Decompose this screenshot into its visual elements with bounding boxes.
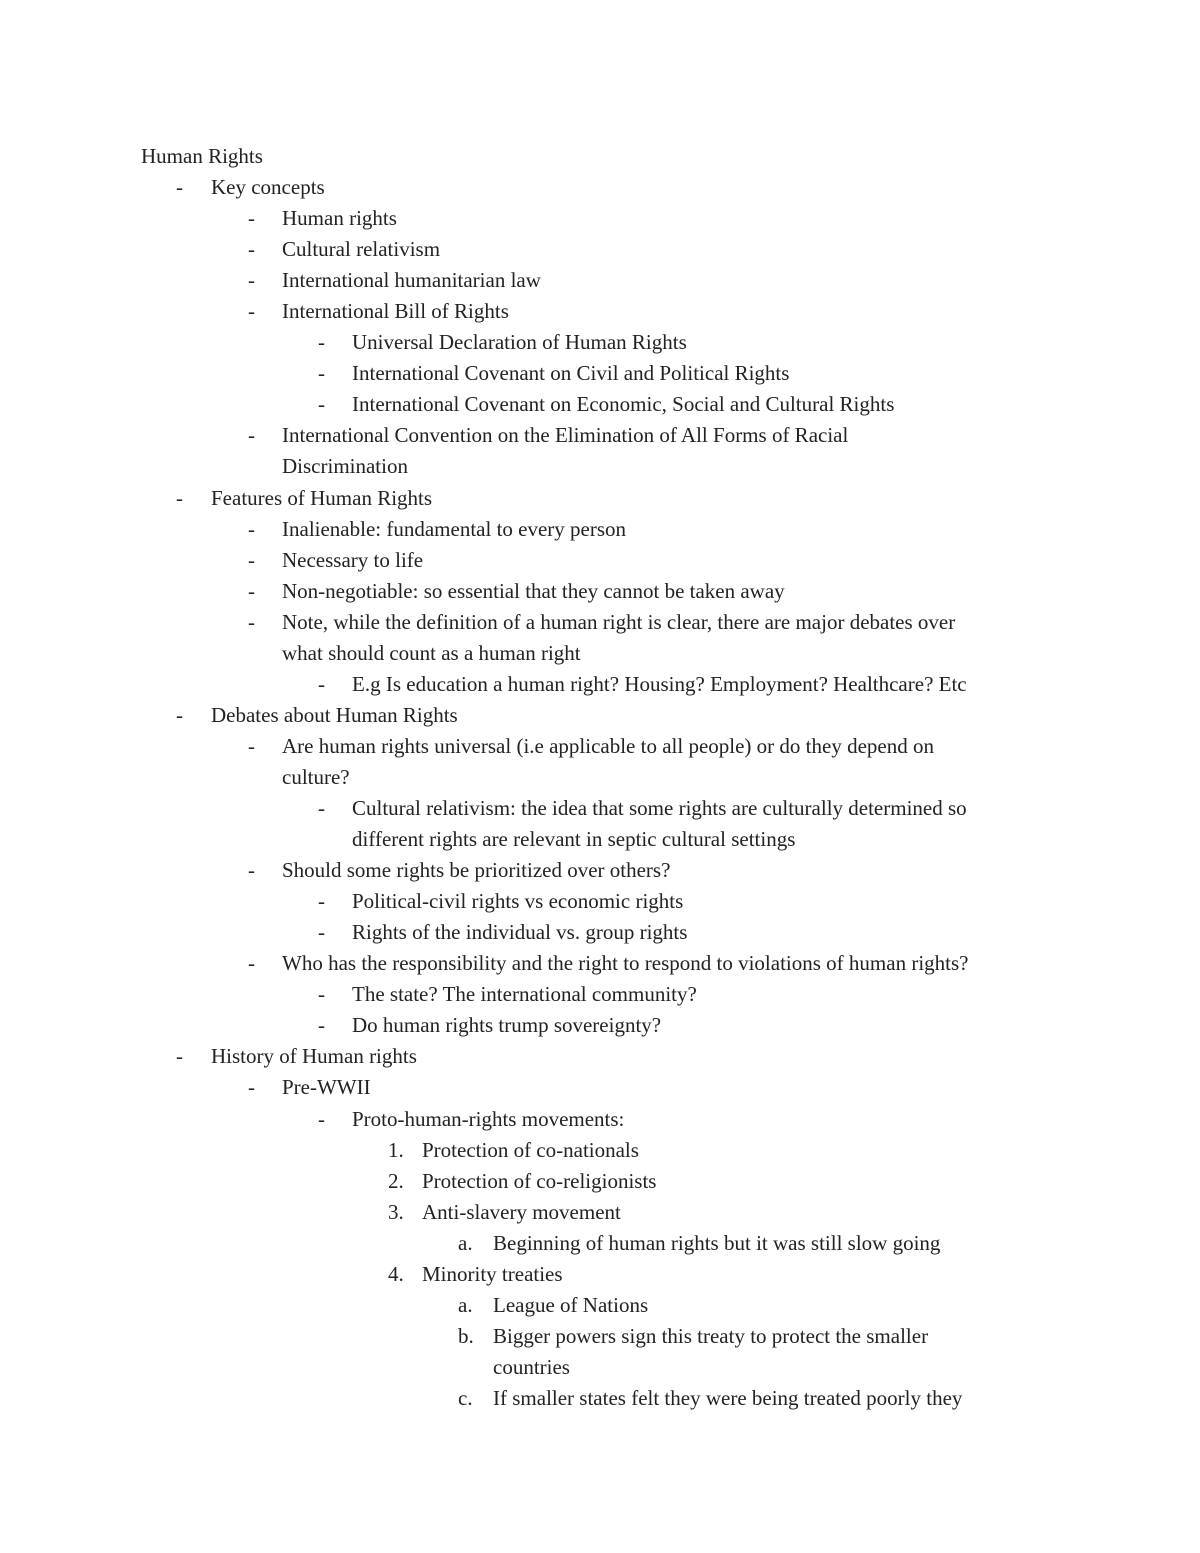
list-marker: b. xyxy=(458,1323,474,1348)
list-item-text: what should count as a human right xyxy=(282,640,581,665)
document-title: Human Rights xyxy=(141,144,263,168)
list-item-text: Discrimination xyxy=(282,454,408,479)
list-marker: - xyxy=(248,516,255,541)
list-marker: - xyxy=(248,206,255,231)
list-item-text: League of Nations xyxy=(493,1292,649,1317)
list-item-text: Features of Human Rights xyxy=(211,485,433,510)
list-marker: - xyxy=(176,485,183,510)
list-item-text: International Convention on the Elimination of All Forms of Racial xyxy=(282,423,849,448)
list-marker: - xyxy=(248,609,255,634)
list-item-text: Protection of co-religionists xyxy=(422,1168,657,1193)
list-marker: - xyxy=(248,237,255,262)
list-item-text: Bigger powers sign this treaty to protect the smaller xyxy=(493,1323,929,1348)
list-item-text: Key concepts xyxy=(211,175,325,199)
list-marker: - xyxy=(318,920,325,945)
list-item-text: International humanitarian law xyxy=(282,268,541,293)
list-item-text: Inalienable: fundamental to every person xyxy=(282,516,627,541)
list-marker: a. xyxy=(458,1230,473,1255)
list-marker: - xyxy=(176,702,183,727)
list-item-text: Are human rights universal (i.e applicable to all people) or do they depend on xyxy=(282,733,934,758)
list-item-text: Should some rights be prioritized over others? xyxy=(282,858,671,883)
list-item-text: Minority treaties xyxy=(422,1261,563,1286)
list-marker: - xyxy=(318,330,325,355)
list-marker: - xyxy=(176,175,183,199)
list-item-text: Human rights xyxy=(282,206,397,231)
list-item-text: International Covenant on Civil and Political Rights xyxy=(352,361,790,386)
list-marker: - xyxy=(248,858,255,883)
list-marker: - xyxy=(318,889,325,914)
list-marker: 1. xyxy=(388,1137,404,1162)
list-marker: - xyxy=(318,671,325,696)
list-marker: - xyxy=(176,1044,183,1069)
list-item-text: Rights of the individual vs. group rights xyxy=(352,920,688,945)
list-item-text: Proto-human-rights movements: xyxy=(352,1106,625,1131)
list-item-text: Do human rights trump sovereignty? xyxy=(352,1013,662,1038)
list-marker: - xyxy=(318,392,325,417)
list-marker: c. xyxy=(458,1385,473,1410)
list-item-text: culture? xyxy=(282,764,350,789)
list-marker: - xyxy=(318,1013,325,1038)
list-marker: - xyxy=(318,361,325,386)
list-item-text: different rights are relevant in septic cultural settings xyxy=(352,827,796,852)
list-item-text: Cultural relativism: the idea that some rights are culturally determined so xyxy=(352,796,967,820)
list-item-text: Political-civil rights vs economic rights xyxy=(352,889,684,914)
list-item-text: Non-negotiable: so essential that they cannot be taken away xyxy=(282,578,785,603)
list-item-text: countries xyxy=(493,1354,570,1379)
list-marker: - xyxy=(248,547,255,572)
list-item-text: Universal Declaration of Human Rights xyxy=(352,330,687,355)
list-marker: - xyxy=(248,299,255,324)
list-marker: - xyxy=(318,982,325,1007)
list-item-text: Necessary to life xyxy=(282,547,424,572)
list-marker: a. xyxy=(458,1292,473,1317)
list-item-text: International Bill of Rights xyxy=(282,299,509,324)
list-marker: - xyxy=(248,578,255,603)
list-item-text: History of Human rights xyxy=(211,1044,417,1069)
list-item-text: The state? The international community? xyxy=(352,982,697,1007)
list-item-text: Cultural relativism xyxy=(282,237,441,262)
list-marker: - xyxy=(318,1106,325,1131)
list-item-text: E.g Is education a human right? Housing? Employment? Healthcare? Etc xyxy=(352,671,967,696)
list-marker: - xyxy=(248,733,255,758)
list-marker: - xyxy=(248,1075,255,1100)
list-marker: - xyxy=(318,796,325,820)
list-marker: 2. xyxy=(388,1168,404,1193)
list-item-text: Note, while the definition of a human right is clear, there are major debates over xyxy=(282,609,956,634)
list-item-text: Beginning of human rights but it was still slow going xyxy=(493,1230,941,1255)
list-item-text: Debates about Human Rights xyxy=(211,702,458,727)
list-item-text: International Covenant on Economic, Social and Cultural Rights xyxy=(352,392,895,417)
list-item-text: If smaller states felt they were being treated poorly they xyxy=(493,1385,963,1410)
list-marker: - xyxy=(248,423,255,448)
list-marker: 4. xyxy=(388,1261,404,1286)
list-marker: - xyxy=(248,951,255,976)
list-marker: 3. xyxy=(388,1199,404,1224)
list-item-text: Protection of co-nationals xyxy=(422,1137,639,1162)
list-item-text: Pre-WWII xyxy=(282,1075,371,1100)
list-item-text: Who has the responsibility and the right to respond to violations of human rights? xyxy=(282,951,969,976)
list-item-text: Anti-slavery movement xyxy=(422,1199,621,1224)
list-marker: - xyxy=(248,268,255,293)
